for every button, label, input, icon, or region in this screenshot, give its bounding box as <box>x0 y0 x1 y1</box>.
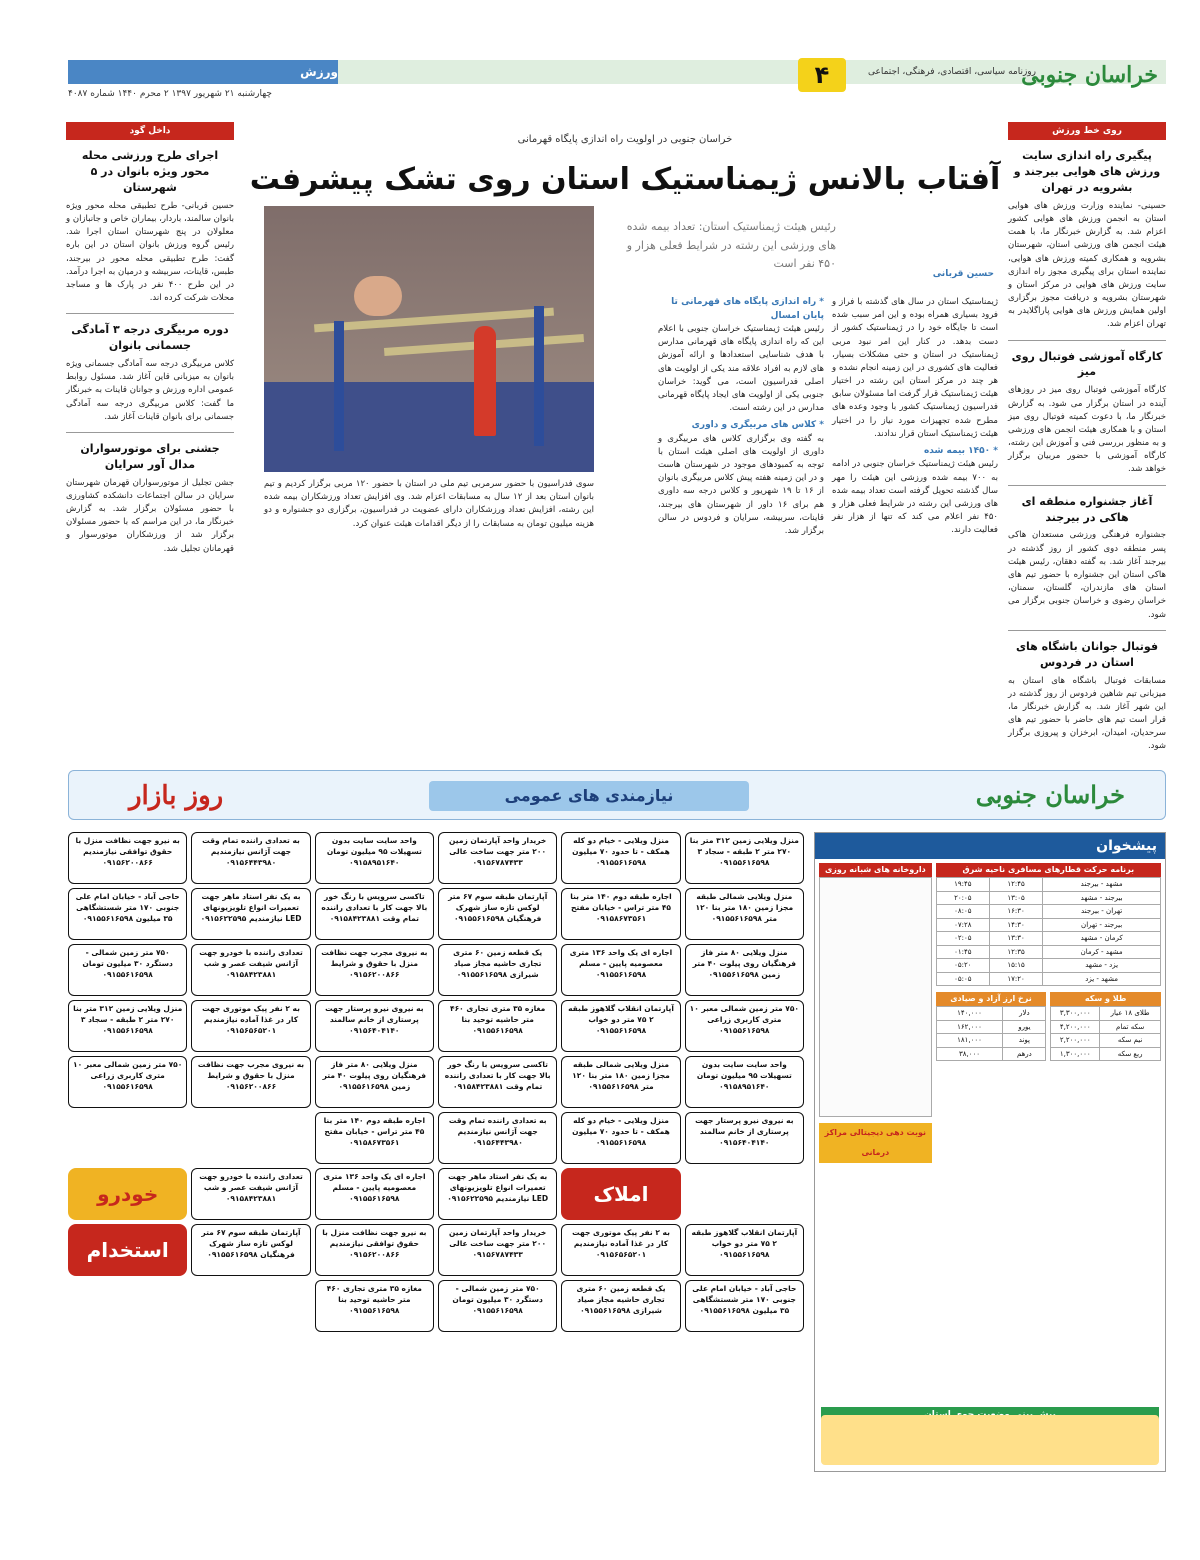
divider <box>66 313 234 314</box>
ad-box: منزل ویلایی شمالی طبقه مجزا زمین ۱۸۰ متر بنا ۱۲۰ متر ۰۹۱۵۵۶۱۶۵۹۸ <box>685 888 804 940</box>
newspaper-logo: خراسان جنوبی <box>975 780 1125 809</box>
ad-box: به یک نفر استاد ماهر جهت تعمیرات انواع تلویزیونهای LED نیازمندیم ۰۹۱۵۶۲۲۵۹۵ <box>191 888 310 940</box>
photo-bar <box>314 308 554 333</box>
ad-box: منزل ویلایی - خیام دو کله همکف - تا حدود ۷۰ میلیون ۰۹۱۵۵۶۱۶۵۹۸ <box>561 1112 680 1164</box>
article-subhead: رئیس هیئت ژیمناستیک استان: تعداد بیمه شده های ورزشی این رشته در شرایط فعلی هزار و ۴۵۰ نفر است <box>626 220 836 271</box>
newspaper-logo: خراسان جنوبی <box>1021 62 1158 88</box>
ad-box: ۷۵۰ متر زمین شمالی معبر ۱۰ متری کاربری زراعی ۰۹۱۵۵۶۱۶۵۹۸ <box>685 1000 804 1052</box>
ad-box: ۷۵۰ متر زمین شمالی - دستگرد ۳۰ میلیون تومان ۰۹۱۵۵۶۱۶۵۹۸ <box>438 1280 557 1332</box>
ad-box: یک قطعه زمین ۶۰ متری تجاری حاشیه مجاز صیاد شیرازی ۰۹۱۵۵۶۱۶۵۹۸ <box>438 944 557 996</box>
ad-box: تاکسی سرویس با رنگ خور بالا جهت کار با تعدادی راننده تمام وقت ۰۹۱۵۸۴۲۳۸۸۱ <box>315 888 434 940</box>
ad-box: به نیروی مجرب جهت نظافت منزل با حقوق و شرایط ۰۹۱۵۶۲۰۰۸۶۶ <box>315 944 434 996</box>
fx-title: نرخ ارز آزاد و صیادی <box>936 992 1047 1006</box>
pharmacy-list <box>819 877 932 1117</box>
ad-box: خریدار واحد آپارتمان زمین ۲۰۰ متر جهت ساخت عالی ۰۹۱۵۶۷۸۷۴۳۳ <box>438 832 557 884</box>
column-label: داخل گود <box>66 122 234 140</box>
news-title: کارگاه آموزشی فوتبال روی میز <box>1011 349 1163 379</box>
cell: طلای ۱۸ عیار <box>1100 1007 1161 1021</box>
cell: ۱۸۱,۰۰۰ <box>936 1034 1003 1048</box>
ad-box: منزل ویلایی شمالی طبقه مجزا زمین ۱۸۰ متر بنا ۱۲۰ متر ۰۹۱۵۵۶۱۶۵۹۸ <box>561 1056 680 1108</box>
clinic-title: نوبت دهی دیجیتالی مراکز درمانی <box>819 1123 932 1163</box>
cell: ۰۵:۰۵ <box>936 972 989 986</box>
cell: ۱۲:۴۵ <box>989 878 1042 892</box>
ad-box: اجاره ای یک واحد ۱۳۶ متری معصومیه پایین - مسلم ۰۹۱۵۵۶۱۶۵۹۸ <box>561 944 680 996</box>
ad-box: منزل ویلایی ۸۰ متر فاز فرهنگیان روی پیلوت ۴۰ متر زمین ۰۹۱۵۵۶۱۶۵۹۸ <box>685 944 804 996</box>
cell: ۱۴۰,۰۰۰ <box>936 1007 1003 1021</box>
divider <box>1008 485 1166 486</box>
article-paragraph: رئیس هیئت ژیمناستیک خراسان جنوبی در ادامه به ۷۰۰ بیمه شده ورزشی این هیئت را مهر سال گذشته تحویل گرفته است تعداد بیمه شده های ورزشی این رشته در شرایط فعلی هزار و ۴۵۰ نفر اعلام می کند که تنها از هزار نفر فعالیت دارند. <box>832 459 998 536</box>
photo-gymnast <box>354 276 402 316</box>
cell: ۰۲:۰۵ <box>936 932 989 946</box>
car-tag: خودرو <box>68 1168 187 1220</box>
ad-box: به نیروی نیرو پرستار جهت پرستاری از خانم سالمند ۰۹۱۵۶۴۰۴۱۴۰ <box>315 1000 434 1052</box>
photo-post <box>534 306 544 446</box>
classifieds-title: نیازمندی های عمومی <box>429 781 749 811</box>
ad-box: مغازه ۳۵ متری تجاری ۴۶۰ متر حاشیه توحید بنا ۰۹۱۵۵۶۱۶۵۹۸ <box>315 1280 434 1332</box>
news-title: جشنی برای موتورسواران مدال آور سرایان <box>80 441 220 471</box>
news-title: دوره مربیگری درجه ۳ آمادگی جسمانی بانوان <box>71 323 229 353</box>
fx-table <box>936 1006 1047 1061</box>
news-body: حسینی- نماینده وزارت ورزش های هوایی استان به انجمن ورزش های هوایی کشور اعزام شد. به گزارش خبرنگار ما، با همت هیئت انجمن های ورزشی استان، شهرستان بشرویه و همکاری کمیته ورزش های هوایی، نماینده استان برای پیگیری مجوز راه اندازی سایت ورزش های هوایی در مرکز استان و شهرستان بشرویه و دریافت مجوز برگزاری اولین همایش ورزش های هوایی پاراگلایدر به تهران اعزام شد. <box>1008 200 1166 330</box>
gold-table <box>1050 1006 1161 1061</box>
cell: ۱۴:۳۰ <box>989 918 1042 932</box>
gymnastics-photo <box>264 206 594 472</box>
pharmacy-title: داروخانه های شبانه روزی <box>819 863 932 877</box>
weather-strip <box>821 1415 1159 1465</box>
right-news-column <box>1008 122 1166 754</box>
news-body: مسابقات فوتبال باشگاه های استان به میزبانی تیم شاهین فردوس از روز گذشته در این شهر آغاز شد. به گزارش خبرنگار ما، قرار است تیم های حاضر با حضور تیم های سرحدیان، امیدان، ابرخزان و پیروزی برگزار شود. <box>1008 675 1166 752</box>
ad-box: آپارتمان طبقه سوم ۶۷ متر لوکس تازه ساز شهرک فرهنگیان ۰۹۱۵۵۶۱۶۵۹۸ <box>438 888 557 940</box>
issue-date: چهارشنبه ۲۱ شهریور ۱۳۹۷ ۲ محرم ۱۴۴۰ شماره ۴۰۸۷ <box>68 89 272 99</box>
ad-box: به نیروی نیرو پرستار جهت پرستاری از خانم سالمند ۰۹۱۵۶۴۰۴۱۴۰ <box>685 1112 804 1164</box>
article-paragraph: رئیس هیئت ژیمناستیک خراسان جنوبی با اعلام این که راه اندازی پایگاه های قهرمانی مدارس با هدف شناسایی استعدادها و ارائه آموزش های لازم به افراد علاقه مند یکی از اولویت های اصلی فدراسیون است، می گوید: خراسان جنوبی یکی از اولویت های ایجاد پایگاه قهرمانی مدارس در این رشته است. <box>658 324 824 414</box>
divider <box>66 432 234 433</box>
ad-box: منزل ویلایی زمین ۳۱۲ متر بنا ۲۷۰ متر ۲ طبقه - سجاد ۳ ۰۹۱۵۵۶۱۶۵۹۸ <box>685 832 804 884</box>
classifieds-section <box>68 770 1166 1490</box>
main-article <box>244 122 1006 722</box>
cell: ۳۸,۰۰۰ <box>936 1047 1003 1061</box>
newspaper-tagline: روزنامه سیاسی، اقتصادی، فرهنگی، اجتماعی <box>867 67 1036 77</box>
cell: تهران - بیرجند <box>1043 905 1161 919</box>
page-number: ۴ <box>798 58 846 92</box>
ad-box: تعدادی راننده با خودرو جهت آژانس شیفت عصر و شب ۰۹۱۵۸۴۲۳۸۸۱ <box>191 944 310 996</box>
cell: ۱۷:۲۰ <box>989 972 1042 986</box>
train-schedule-title: برنامه حرکت قطارهای مسافری ناحیه شرق <box>936 863 1161 877</box>
news-body: جشنواره فرهنگی ورزشی مستعدان هاکی پسر منطقه دوی کشور از روز گذشته در بیرجند آغاز شد. به گفته دهقان، رئیس هیئت هاکی استان این جشنواره با حضور تیم های استان های مازندران، گلستان، سمنان، خراسان رضوی و خراسان جنوبی برگزار می شود. <box>1008 530 1166 620</box>
article-paragraph: ژیمناستیک استان در سال های گذشته با فراز و فرود بسیاری همراه بوده و این امر سبب شده است تا جایگاه خود را در ژیمناستیک کشور از دست بدهد. در کنار این امر نبود مربی ژیمناستیک در استان و حتی مشکلات بسیار، فعالیت های کشوری در این زمینه انجام نشده و هر چند در مرکز استان این رشته در اختیار هیئت ژیمناستیک قرار گرفت اما مسئولان سابق فدراسیون ژیمناستیک کشور با وجود وعده های مطرح شده تجهیزات مورد نیاز را در اختیار هیئت ژیمناستیک استان قرار ندادند. <box>832 297 998 439</box>
cell: ۱۳:۳۰ <box>989 932 1042 946</box>
ad-box: ۷۵۰ متر زمین شمالی - دستگرد ۳۰ میلیون تومان ۰۹۱۵۵۶۱۶۵۹۸ <box>68 944 187 996</box>
cell: دلار <box>1003 1007 1046 1021</box>
ad-box: تاکسی سرویس با رنگ خور بالا جهت کار با تعدادی راننده تمام وقت ۰۹۱۵۸۴۲۳۸۸۱ <box>438 1056 557 1108</box>
article-paragraph: به گفته وی برگزاری کلاس های مربیگری و داوری از اولویت های اصلی هیئت استان با توجه به کمبودهای موجود در شهرستان هاست و در این زمینه هفته پیش کلاس مربیگری بانوان از ۱۶ تا ۱۹ شهریور و کلاس درجه سه داوری هم برای ۱۶ داور از شهرستان های بیرجند، قاینات، سربیشه، سرایان و فردوس در سالن برگزار شد. <box>658 433 824 536</box>
ad-box: تعدادی راننده با خودرو جهت آژانس شیفت عصر و شب ۰۹۱۵۸۴۲۳۸۸۱ <box>191 1168 310 1220</box>
ad-box: به تعدادی راننده تمام وقت جهت آژانس نیازمندیم ۰۹۱۵۶۴۴۳۹۸۰ <box>438 1112 557 1164</box>
article-text-left <box>264 478 594 531</box>
ad-grid <box>68 832 804 1332</box>
section-label: ورزش <box>68 60 338 84</box>
cell: سکه تمام <box>1100 1020 1161 1034</box>
cell: نیم سکه <box>1100 1034 1161 1048</box>
cell: ۲۰:۰۵ <box>936 891 989 905</box>
masthead <box>68 60 1166 104</box>
cell: ۲,۲۰۰,۰۰۰ <box>1051 1034 1100 1048</box>
ad-box: خریدار واحد آپارتمان زمین ۲۰۰ متر جهت ساخت عالی ۰۹۱۵۶۷۸۷۴۳۳ <box>438 1224 557 1276</box>
cell: بیرجند - تهران <box>1043 918 1161 932</box>
gold-title: طلا و سکه <box>1050 992 1161 1006</box>
ad-box: آپارتمان انقلاب گلاهوز طبقه ۲ ۷۵ متر دو خواب ۰۹۱۵۵۶۱۶۵۹۸ <box>685 1224 804 1276</box>
cell: مشهد - یزد <box>1043 972 1161 986</box>
cell: ۰۷:۲۸ <box>936 918 989 932</box>
ad-box: واحد سایت سایت بدون تسهیلات ۹۵ میلیون تومان ۰۹۱۵۸۹۵۱۶۴۰ <box>315 832 434 884</box>
cell: مشهد - بیرجند <box>1043 878 1161 892</box>
cell: ۱۹:۴۵ <box>936 878 989 892</box>
news-title: فوتبال جوانان باشگاه های استان در فردوس <box>1015 639 1159 669</box>
article-kicker: خراسان جنوبی در اولویت راه اندازی پایگاه قهرمانی <box>517 134 733 145</box>
news-body: جشن تجلیل از موتورسواران قهرمان شهرستان سرایان در سالن اجتماعات دانشکده کشاورزی با حضور مسئولان برگزار شد. به گزارش خبرنگار ما، در این مراسم که با حضور مسئولان برگزار شد از ورزشکاران موتورسوار و قهرمانان تجلیل شد. <box>66 477 234 554</box>
article-paragraph: سوی فدراسیون با حضور سرمربی تیم ملی در استان با حضور ۱۲۰ مربی برگزار کردیم و تیم بانوان استان بعد از ۱۲ سال به مسابقات اعزام شد. وی افزایش تعداد ورزشکاران بیمه شده این رشته، افزایش تعداد ورزشکاران دارای عضویت در فدراسیون، برگزاری دو جشنواره و دو هزینه میلیون تومان به مسابقات را از دیگر اقدامات هیئت عنوان کرد. <box>264 479 595 529</box>
classifieds-banner <box>68 770 1166 820</box>
cell: ربع سکه <box>1100 1047 1161 1061</box>
cell: ۱۳:۰۵ <box>989 891 1042 905</box>
ad-box: آپارتمان طبقه سوم ۶۷ متر لوکس تازه ساز شهرک فرهنگیان ۰۹۱۵۵۶۱۶۵۹۸ <box>191 1224 310 1276</box>
ad-box: حاجی آباد - خیابان امام علی جنوبی ۱۷۰ متر شستشگاهی ۳۵ میلیون ۰۹۱۵۵۶۱۶۵۹۸ <box>68 888 187 940</box>
train-table <box>936 877 1161 986</box>
cell: ۴,۲۰۰,۰۰۰ <box>1051 1020 1100 1034</box>
info-panel <box>814 832 1166 1472</box>
ad-box: منزل ویلایی زمین ۳۱۲ متر بنا ۲۷۰ متر ۲ طبقه - سجاد ۳ ۰۹۱۵۵۶۱۶۵۹۸ <box>68 1000 187 1052</box>
article-byline: حسین قربانی <box>932 269 994 279</box>
info-panel-title: پیشخوان <box>815 833 1165 859</box>
divider <box>1008 340 1166 341</box>
cell: ۰۸:۰۵ <box>936 905 989 919</box>
article-text-right <box>658 296 998 538</box>
news-body: کارگاه آموزشی فوتبال روی میز در روزهای آینده در استان برگزار می شود. به گزارش خبرنگار ما، با دعوت کمیته فوتبال روی میز استان و با همکاری هیئت انجمن های ورزشی و به منظور بررسی فنی و آموزش این رشته، کارگاه آموزشی با حضور مربیان برگزار خواهد شد. <box>1008 385 1166 475</box>
cell: ۰۵:۲۰ <box>936 959 989 973</box>
news-title: آغاز جشنواره منطقه ای هاکی در بیرجند <box>1021 494 1153 524</box>
article-headline: آفتاب بالانس ژیمناستیک استان روی تشک پیشرفت <box>249 162 1001 197</box>
ad-box: اجاره طبقه دوم ۱۴۰ متر بنا ۴۵ متر تراس - خیابان مفتح ۰۹۱۵۸۶۷۳۵۶۱ <box>315 1112 434 1164</box>
column-label: روی خط ورزش <box>1008 122 1166 140</box>
ad-box: به تعدادی راننده تمام وقت جهت آژانس نیازمندیم ۰۹۱۵۶۴۴۳۹۸۰ <box>191 832 310 884</box>
cell: پوند <box>1003 1034 1046 1048</box>
article-subtitle: * ۱۴۵۰ بیمه شده <box>923 445 998 456</box>
ad-box: اجاره ای یک واحد ۱۳۶ متری معصومیه پایین - مسلم ۰۹۱۵۵۶۱۶۵۹۸ <box>315 1168 434 1220</box>
article-subtitle: * راه اندازی پایگاه های قهرمانی تا پایان امسال <box>671 297 824 321</box>
cell: یورو <box>1003 1020 1046 1034</box>
news-title: پیگیری راه اندازی سایت ورزش های هوایی بیرجند و بشرویه در تهران <box>1013 149 1161 194</box>
rozbazar-logo: روز بازار <box>129 781 224 811</box>
cell: درهم <box>1003 1047 1046 1061</box>
cell: یزد - مشهد <box>1043 959 1161 973</box>
news-body: کلاس مربیگری درجه سه آمادگی جسمانی ویژه بانوان به میزبانی قاین آغاز شد. مسئول روابط عمومی اداره ورزش و جوانان قاینات به خبرنگار ما گفت: کلاس مربیگری درجه سه آمادگی جسمانی برای بانوان قاینات آغاز شد. <box>66 359 234 422</box>
ad-box: مغازه ۳۵ متری تجاری ۴۶۰ متر حاشیه توحید بنا ۰۹۱۵۵۶۱۶۵۹۸ <box>438 1000 557 1052</box>
ad-box: به نیروی مجرب جهت نظافت منزل با حقوق و شرایط ۰۹۱۵۶۲۰۰۸۶۶ <box>191 1056 310 1108</box>
cell: ۱۶۲,۰۰۰ <box>936 1020 1003 1034</box>
photo-mat <box>264 382 594 472</box>
ad-box: آپارتمان انقلاب گلاهوز طبقه ۲ ۷۵ متر دو خواب ۰۹۱۵۵۶۱۶۵۹۸ <box>561 1000 680 1052</box>
ad-box: به ۲ نفر پیک موتوری جهت کار در غذا آماده نیازمندیم ۰۹۱۵۶۵۶۵۲۰۱ <box>561 1224 680 1276</box>
cell: بیرجند - مشهد <box>1043 891 1161 905</box>
ad-box: حاجی آباد - خیابان امام علی جنوبی ۱۷۰ متر شستشگاهی ۳۵ میلیون ۰۹۱۵۵۶۱۶۵۹۸ <box>685 1280 804 1332</box>
cell: ۱۶:۳۰ <box>989 905 1042 919</box>
ad-box: منزل ویلایی - خیام دو کله همکف - تا حدود ۷۰ میلیون ۰۹۱۵۵۶۱۶۵۹۸ <box>561 832 680 884</box>
cell: کرمان - مشهد <box>1043 932 1161 946</box>
ad-box: به یک نفر استاد ماهر جهت تعمیرات انواع تلویزیونهای LED نیازمندیم ۰۹۱۵۶۲۲۵۹۵ <box>438 1168 557 1220</box>
estate-tag: املاک <box>561 1168 680 1220</box>
ad-box: به ۲ نفر پیک موتوری جهت کار در غذا آماده نیازمندیم ۰۹۱۵۶۵۶۵۲۰۱ <box>191 1000 310 1052</box>
cell: ۱۲:۳۵ <box>989 945 1042 959</box>
ad-box: اجاره طبقه دوم ۱۴۰ متر بنا ۴۵ متر تراس - خیابان مفتح ۰۹۱۵۸۶۷۳۵۶۱ <box>561 888 680 940</box>
photo-coach <box>474 326 496 436</box>
cell: ۰۱:۴۵ <box>936 945 989 959</box>
divider <box>1008 630 1166 631</box>
ad-box: به نیرو جهت نظافت منزل با حقوق توافقی نیازمندیم ۰۹۱۵۶۲۰۰۸۶۶ <box>68 832 187 884</box>
cell: ۱۵:۱۵ <box>989 959 1042 973</box>
job-tag: استخدام <box>68 1224 187 1276</box>
ad-box: ۷۵۰ متر زمین شمالی معبر ۱۰ متری کاربری زراعی ۰۹۱۵۵۶۱۶۵۹۸ <box>68 1056 187 1108</box>
ad-box: واحد سایت سایت بدون تسهیلات ۹۵ میلیون تومان ۰۹۱۵۸۹۵۱۶۴۰ <box>685 1056 804 1108</box>
cell: ۳,۳۰۰,۰۰۰ <box>1051 1007 1100 1021</box>
cell: ۱,۳۰۰,۰۰۰ <box>1051 1047 1100 1061</box>
article-subtitle: * کلاس های مربیگری و داوری <box>691 420 824 431</box>
cell: مشهد - کرمان <box>1043 945 1161 959</box>
news-body: حسین قربانی- طرح تطبیقی محله محور ویژه بانوان سالمند، باردار، بیماران خاص و جانبازان و معلولان در پنج شهرستان استان اجرا شد. رئیس گروه ورزش بانوان استان در این باره گفت: طرح تطبیقی محله محور در بیرجند، طبس، قاینات، سربیشه و درمیان به اجرا درآمد. در این طرح ۴۰۰ نفر در پارک ها و مساجد محلات شرکت کرده اند. <box>66 200 234 304</box>
ad-box: یک قطعه زمین ۶۰ متری تجاری حاشیه مجاز صیاد شیرازی ۰۹۱۵۵۶۱۶۵۹۸ <box>561 1280 680 1332</box>
news-title: اجرای طرح ورزشی محله محور ویژه بانوان در ۵ شهرستان <box>81 149 219 194</box>
photo-post <box>334 321 344 451</box>
ad-box: به نیرو جهت نظافت منزل با حقوق توافقی نیازمندیم ۰۹۱۵۶۲۰۰۸۶۶ <box>315 1224 434 1276</box>
left-news-column <box>66 122 234 556</box>
ad-box: منزل ویلایی ۸۰ متر فاز فرهنگیان روی پیلوت ۴۰ متر زمین ۰۹۱۵۵۶۱۶۵۹۸ <box>315 1056 434 1108</box>
